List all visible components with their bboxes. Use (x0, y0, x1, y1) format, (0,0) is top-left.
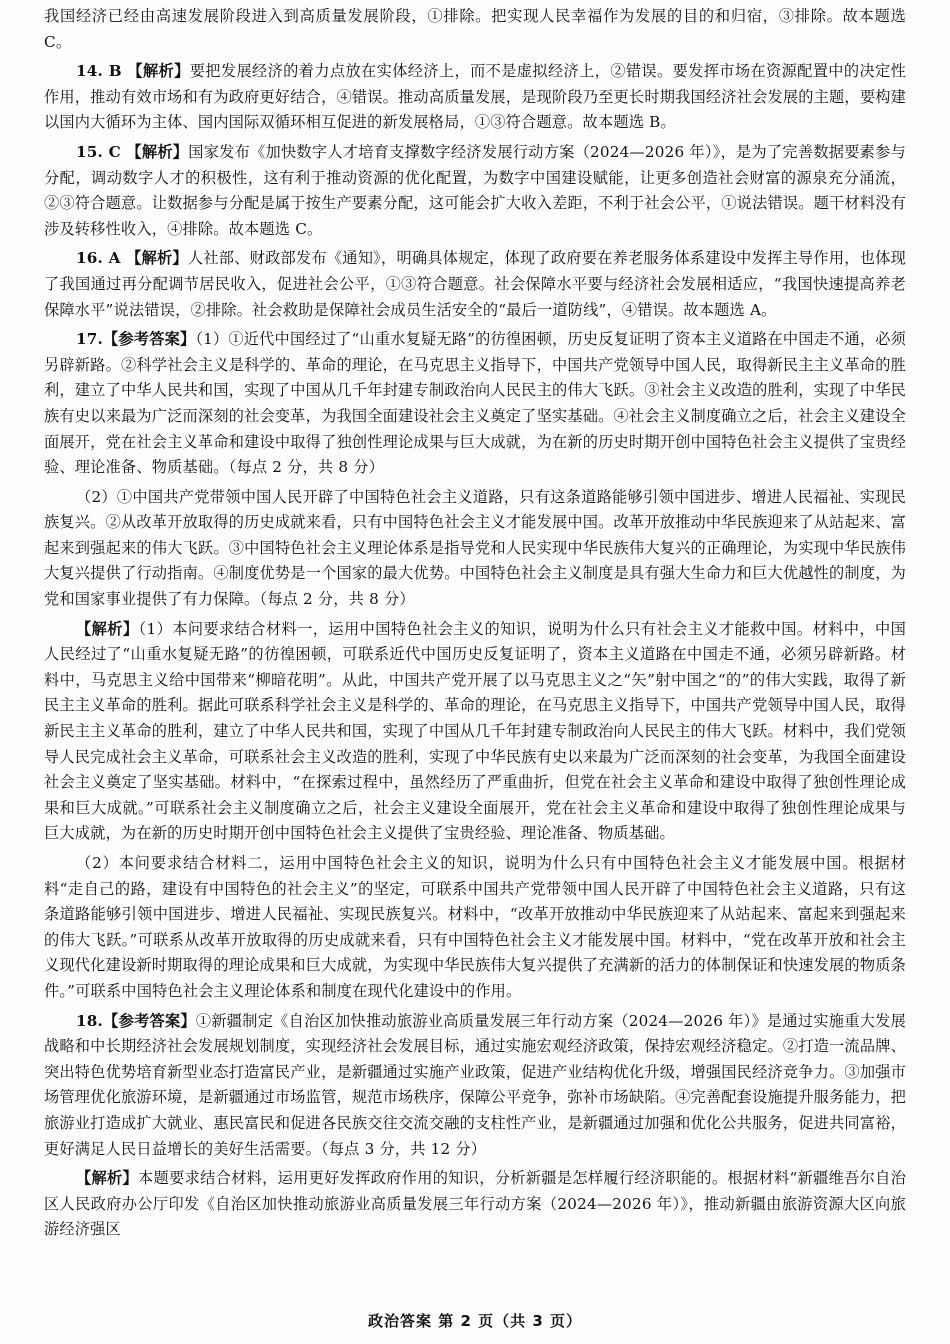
question-number: 16. A (76, 249, 121, 268)
section-tag: 【解析】 (76, 619, 139, 638)
question-number: 17. (76, 330, 104, 349)
paragraph-text: 本题要求结合材料，运用更好发挥政府作用的知识，分析新疆是怎样履行经济职能的。根据材料“新疆维吾尔自治区人民政府办公厅印发《自治区加快推动旅游业高质量发展三年行动方案（2024—2026 年）》，推动新疆由旅游资源大区向旅游经济强区 (44, 1169, 906, 1239)
section-tag: 【参考答案】 (103, 1011, 196, 1030)
paragraph-text: （2）本问要求结合材料二，运用中国特色社会主义的知识，说明为什么只有中国特色社会主义才能发展中国。根据材料“走自己的路，建设有中国特色的社会主义”的坚定，可联系中国共产党带领中国人民开辟了中国特色社会主义道路，只有这条道路能够引领中国进步、增进人民福祉、实现民族复兴。材料中，“改革开放推动中华民族迎来了从站起来、富起来到强起来的伟大飞跃。”可联系从改革开放取得的历史成就来看，只有中国特色社会主义才能发展中国。材料中，“党在改革开放和社会主义现代化建设新时期取得的理论成果和巨大成就，为实现中华民族伟大复兴提供了充满新的活力的体制保证和快速发展的物质条件。”可联系中国特色社会主义理论体系和制度在现代化建设中的作用。 (44, 854, 906, 1000)
paragraph-p18-a (44, 1166, 906, 1243)
paragraph-p15 (44, 140, 906, 242)
paragraph-text: 我国经济已经由高速发展阶段进入到高质量发展阶段，①排除。把实现人民幸福作为发展的目的和归宿，③排除。故本题选 C。 (44, 7, 906, 51)
paragraph-p17-a1 (44, 617, 906, 847)
answer-content (44, 4, 906, 1243)
section-tag: 【参考答案】 (103, 330, 196, 349)
paragraph-p14 (44, 59, 906, 136)
section-tag: 【解析】 (120, 249, 188, 268)
paragraph-p13-end (44, 4, 906, 55)
section-tag: 【解析】 (120, 142, 189, 161)
paragraph-text: 要把发展经济的着力点放在实体经济上，而不是虚拟经济上，②错误。要发挥市场在资源配置中的决定性作用，推动有效市场和有为政府更好结合，④错误。推动高质量发展，是现阶段乃至更长时期我国经济社会发展的主题，要构建以国内大循环为主体、国内国际双循环相互促进的新发展格局，①③符合题意。故本题选 B。 (44, 62, 906, 132)
paragraph-p16 (44, 246, 906, 323)
paragraph-text: （1）①近代中国经过了“山重水复疑无路”的彷徨困顿，历史反复证明了资本主义道路在中国走不通，必须另辟新路。②科学社会主义是科学的、革命的理论，在马克思主义指导下，中国共产党领导中国人民，取得新民主主义革命的胜利，建立了中华人民共和国，实现了中国从几千年封建专制政治向人民民主的伟大飞跃。③社会主义改造的胜利，实现了中华民族有史以来最为广泛而深刻的社会变革，为我国全面建设社会主义奠定了坚实基础。④社会主义制度确立之后，社会主义建设全面展开，党在社会主义革命和建设中取得了独创性理论成果与巨大成就，为在新的历史时期开创中国特色社会主义提供了宝贵经验、理论准备、物质基础。（每点 2 分，共 8 分） (44, 330, 906, 477)
question-number: 15. C (76, 142, 121, 161)
section-tag: 【解析】 (76, 1169, 139, 1188)
paragraph-p17-2 (44, 485, 906, 613)
paragraph-text: （2）①中国共产党带领中国人民开辟了中国特色社会主义道路，只有这条道路能够引领中国进步、增进人民福祉、实现民族复兴。②从改革开放取得的历史成就来看，只有中国特色社会主义才能发展中国。改革开放推动中华民族迎来了从站起来、富起来到强起来的伟大飞跃。③中国特色社会主义理论体系是指导党和人民实现中华民族伟大复兴的正确理论，为实现中华民族伟大复兴提供了行动指南。④制度优势是一个国家的最大优势。中国特色社会主义制度是具有强大生命力和巨大优越性的制度，为党和国家事业提供了有力保障。（每点 2 分，共 8 分） (44, 487, 906, 609)
paragraph-text: （1）本问要求结合材料一，运用中国特色社会主义的知识，说明为什么只有社会主义才能救中国。材料中，中国人民经过了“山重水复疑无路”的彷徨困顿，可联系近代中国历史反复证明了，资本主义道路在中国走不通，必须另辟新路。材料中，马克思主义给中国带来“柳暗花明”。从此，中国共产党开展了以马克思主义之“矢”射中国之“的”的伟大实践，取得了新民主主义革命的胜利。据此可联系科学社会主义是科学的、革命的理论，在马克思主义指导下，中国共产党领导中国人民，取得新民主主义革命的胜利，建立了中华人民共和国，实现了中国从几千年封建专制政治向人民民主的伟大飞跃。材料中，我们党领导人民完成社会主义革命，可联系社会主义改造的胜利，实现了中华民族有史以来最为广泛而深刻的社会变革，为我国全面建设社会主义奠定了坚实基础。材料中，“在探索过程中，虽然经历了严重曲折，但党在社会主义革命和建设中取得了独创性理论成果和巨大成就。”可联系社会主义制度确立之后，社会主义建设全面展开，党在社会主义革命和建设中取得了独创性理论成果与巨大成就，为在新的历史时期开创中国特色社会主义提供了宝贵经验、理论准备、物质基础。 (44, 619, 906, 843)
question-number: 14. B (76, 62, 122, 81)
section-tag: 【解析】 (121, 62, 190, 81)
paragraph-text: 国家发布《加快数字人才培育支撑数字经济发展行动方案（2024—2026 年）》，是为了完善数据要素参与分配，调动数字人才的积极性，这有利于推动资源的优化配置，为数字中国建设赋能，让更多创造社会财富的源泉充分涌流，②③符合题意。让数据参与分配是属于按生产要素分配，这可能会扩大收入差距，不利于社会公平，①说法错误。题干材料没有涉及转移性收入，④排除。故本题选 C。 (44, 142, 906, 238)
paragraph-p18 (44, 1009, 906, 1163)
question-number: 18. (76, 1011, 104, 1030)
paragraph-text: 人社部、财政部发布《通知》，明确具体规定，体现了政府要在养老服务体系建设中发挥主导作用，也体现了我国通过再分配调节居民收入，促进社会公平，①③符合题意。社会保障水平要与经济社会发展相适应，“我国快速提高养老保障水平”说法错误，②排除。社会救助是保障社会成员生活安全的“最后一道防线”，④错误。故本题选 A。 (44, 249, 906, 319)
page-footer: 政治答案 第 2 页（共 3 页） (368, 1312, 582, 1330)
paragraph-p17-a2 (44, 851, 906, 1005)
paragraph-p17-1 (44, 327, 906, 481)
paragraph-text: ①新疆制定《自治区加快推动旅游业高质量发展三年行动方案（2024—2026 年）》是通过实施重大发展战略和中长期经济社会发展规划制度，实现经济社会发展目标，通过实施宏观经济政策，保持宏观经济稳定。②打造一流品牌、突出特色优势培育新型业态打造富民产业，是新疆通过实施产业政策，促进产业结构优化升级，增强国民经济竞争力。③加强市场管理优化旅游环境，是新疆通过市场监管，规范市场秩序，保障公平竞争，弥补市场缺陷。④完善配套设施提升服务能力，把旅游业打造成扩大就业、惠民富民和促进各民族交往交流交融的支柱性产业，是新疆通过加强和优化公共服务，促进共同富裕，更好满足人民日益增长的美好生活需要。（每点 3 分，共 12 分） (44, 1011, 907, 1158)
